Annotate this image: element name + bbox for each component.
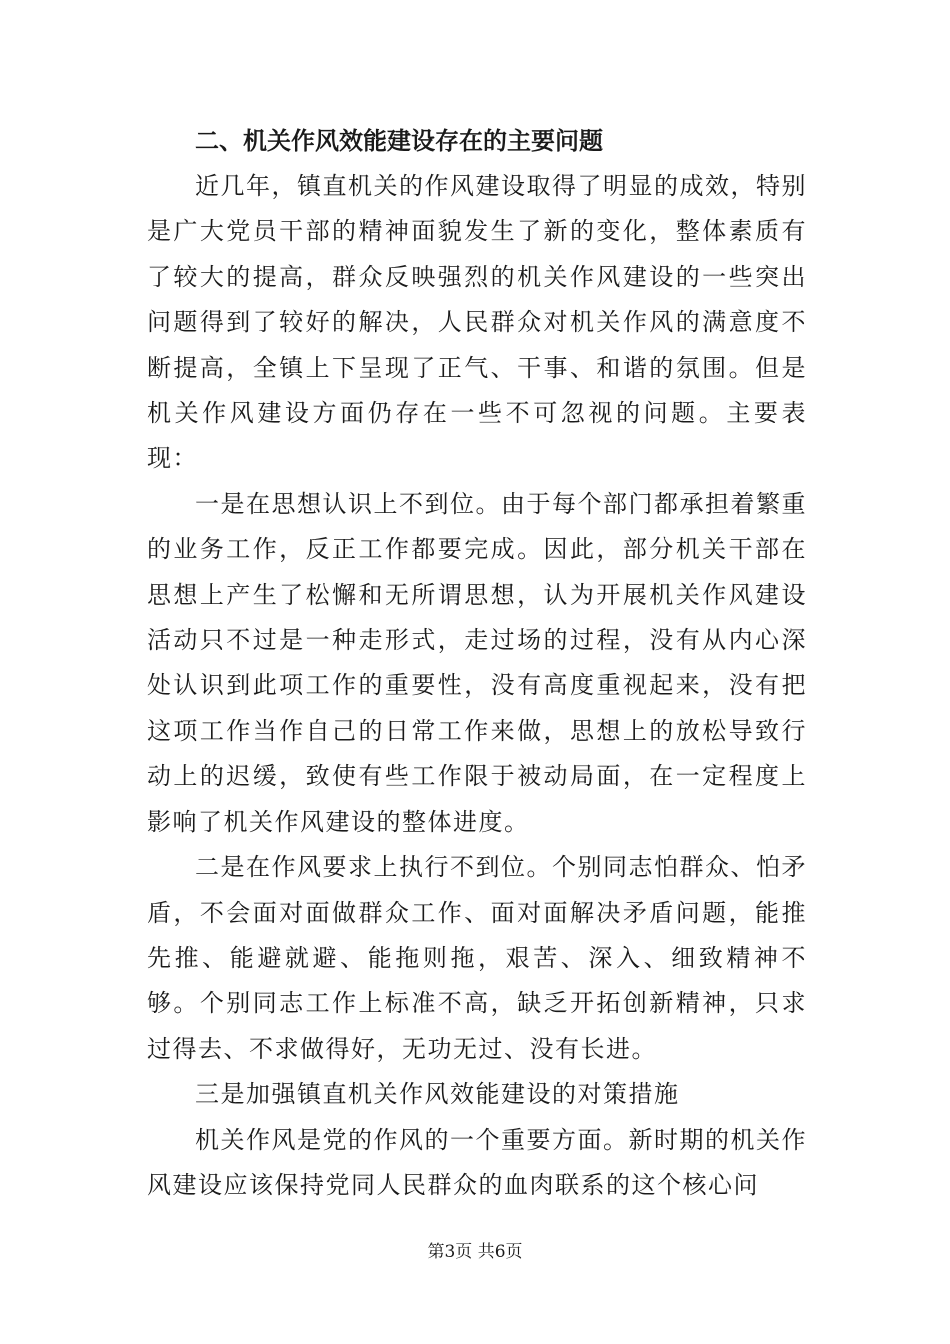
page-number: 第3页 共6页 [427,1242,523,1262]
paragraph-ideology: 一是在思想认识上不到位。由于每个部门都承担着繁重的业务工作，反正工作都要完成。因此，部分机关干部在思想上产生了松懈和无所谓思想，认为开展机关作风建设活动只不过是一种走形式，走过场的过程，没有从内心深处认识到此项工作的重要性，没有高度重视起来，没有把这项工作当作自己的日常工作来做，思想上的放松导致行动上的迟缓，致使有些工作限于被动局面，在一定程度上影响了机关作风建设的整体进度。 [147,489,807,836]
paragraph-style: 机关作风是党的作风的一个重要方面。新时期的机关作风建设应该保持党同人民群众的血肉联系的这个核心问 [147,1125,807,1199]
paragraph-measures-title: 三是加强镇直机关作风效能建设的对策措施 [195,1080,680,1109]
paragraph-overview: 近几年，镇直机关的作风建设取得了明显的成效，特别是广大党员干部的精神面貌发生了新的变化，整体素质有了较大的提高，群众反映强烈的机关作风建设的一些突出问题得到了较好的解决，人民群众对机关作风的满意度不断提高，全镇上下呈现了正气、干事、和谐的氛围。但是机关作风建设方面仍存在一些不可忽视的问题。主要表现： [147,172,807,473]
paragraph-execution: 二是在作风要求上执行不到位。个别同志怕群众、怕矛盾，不会面对面做群众工作、面对面解决矛盾问题，能推先推、能避就避、能拖则拖，艰苦、深入、细致精神不够。个别同志工作上标准不高，缺乏开拓创新精神，只求过得去、不求做得好，无功无过、没有长进。 [147,853,807,1063]
document-body [147,118,807,1208]
section-heading: 二、机关作风效能建设存在的主要问题 [195,127,603,155]
